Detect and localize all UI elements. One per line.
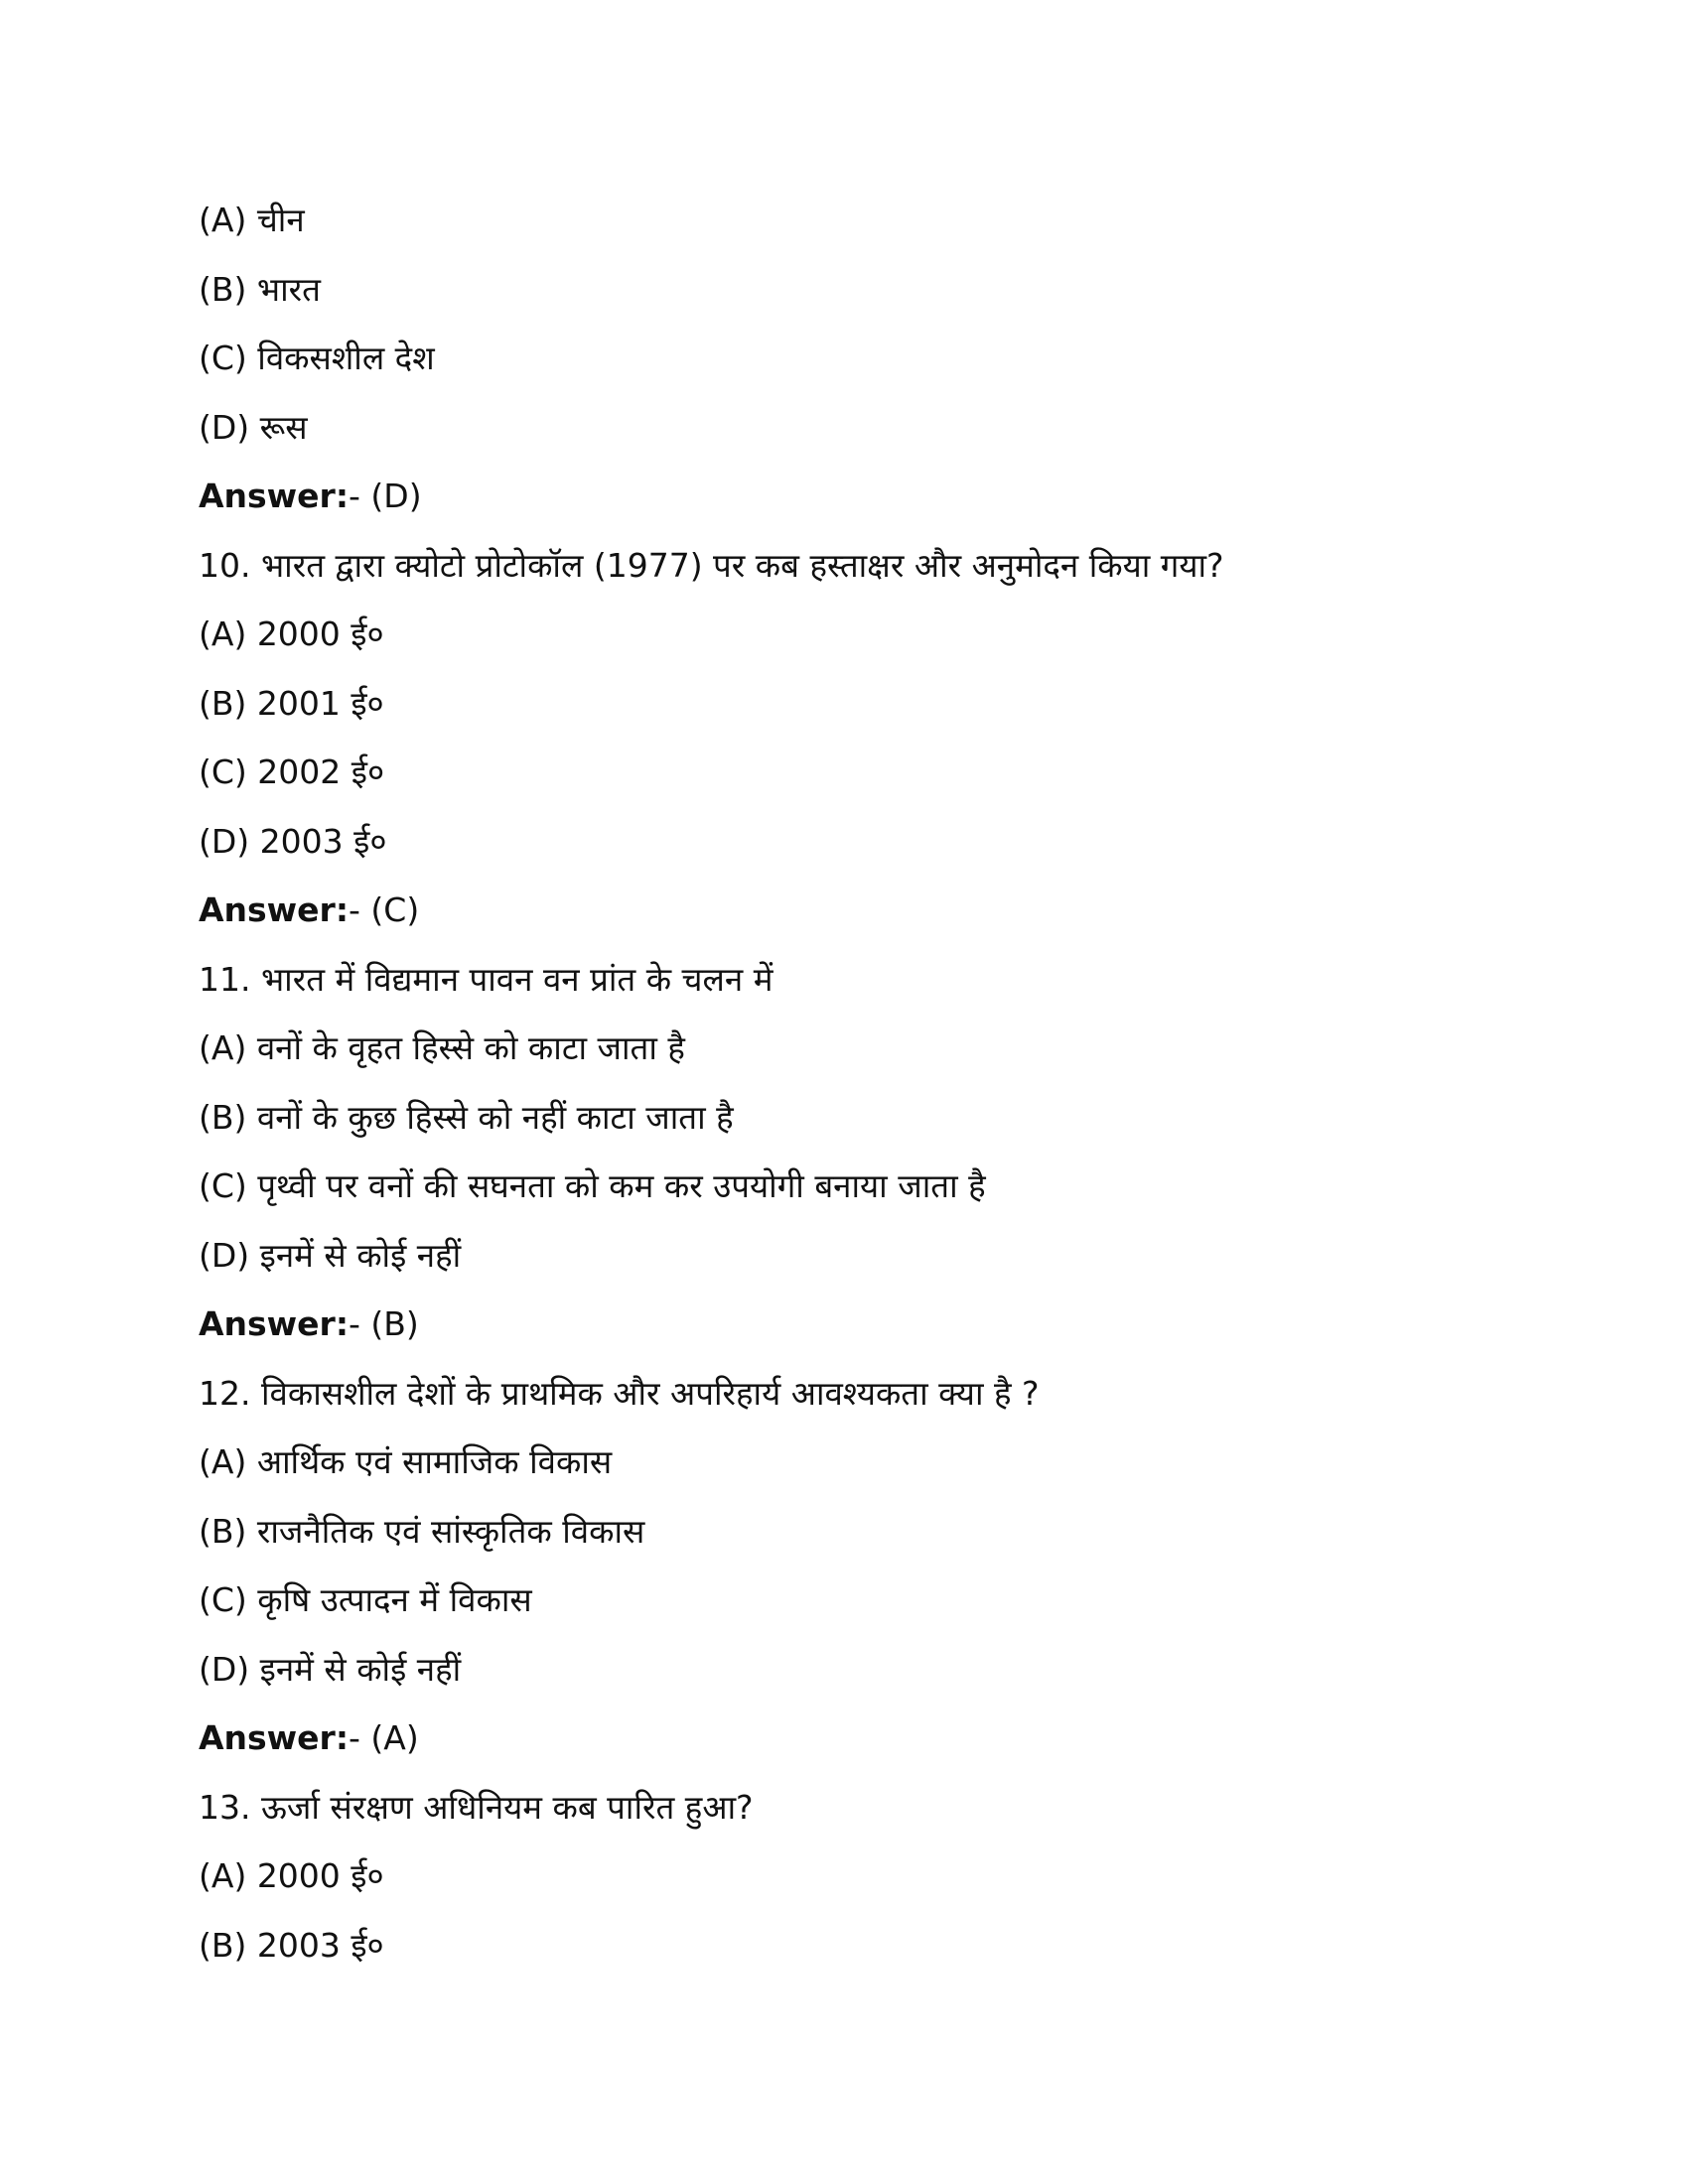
question-text: 12. विकासशील देशों के प्राथमिक और अपरिहार्य आवश्यकता क्या है ? [199,1373,1040,1413]
option-b: (B) वनों के कुछ हिस्से को नहीं काटा जाता है [199,1097,734,1137]
option-b: (B) राजनैतिक एवं सांस्कृतिक विकास [199,1511,645,1551]
answer-line [199,473,1539,542]
question-block-10 [199,542,1539,956]
option-a: (A) वनों के वृहत हिस्से को काटा जाता है [199,1028,685,1067]
question-list [199,197,1539,1990]
option-c: (C) पृथ्वी पर वनों की सघनता को कम कर उपयोगी बनाया जाता है [199,1166,986,1205]
answer-label: Answer: [199,477,350,515]
question-text: 10. भारत द्वारा क्योटो प्रोटोकॉल (1977) पर कब हस्ताक्षर और अनुमोदन किया गया? [199,545,1224,585]
option-a: (A) 2000 ई० [199,614,384,653]
option-a: (A) आर्थिक एवं सामाजिक विकास [199,1442,613,1481]
option-a: (A) 2000 ई० [199,1856,384,1895]
option-d: (D) रूस [199,407,308,447]
question-text: 13. ऊर्जा संरक्षण अधिनियम कब पारित हुआ? [199,1787,754,1827]
option-d: (D) इनमें से कोई नहीं [199,1649,462,1689]
answer-line [199,1300,1539,1370]
option-b: (B) भारत [199,269,321,309]
answer-value: - (D) [349,477,422,515]
option-d: (D) 2003 ई० [199,821,387,861]
option-b: (B) 2003 ई० [199,1925,384,1965]
option-d: (D) इनमें से कोई नहीं [199,1235,462,1275]
option-c: (C) कृषि उत्पादन में विकास [199,1580,532,1619]
answer-label: Answer: [199,890,350,929]
question-block-12 [199,1370,1539,1784]
answer-label: Answer: [199,1304,350,1343]
question-block-9 [199,197,1539,542]
question-text: 11. भारत में विद्यमान पावन वन प्रांत के चलन में [199,959,774,999]
answer-value: - (B) [349,1304,419,1343]
option-c: (C) 2002 ई० [199,752,385,791]
question-block-13 [199,1784,1539,1991]
answer-label: Answer: [199,1718,350,1757]
option-a: (A) चीन [199,201,305,239]
question-block-11 [199,956,1539,1370]
option-c: (C) विकसशील देश [199,339,435,377]
option-b: (B) 2001 ई० [199,683,384,723]
answer-value: - (C) [349,890,420,929]
answer-line [199,1714,1539,1784]
answer-line [199,887,1539,956]
answer-value: - (A) [349,1718,419,1757]
